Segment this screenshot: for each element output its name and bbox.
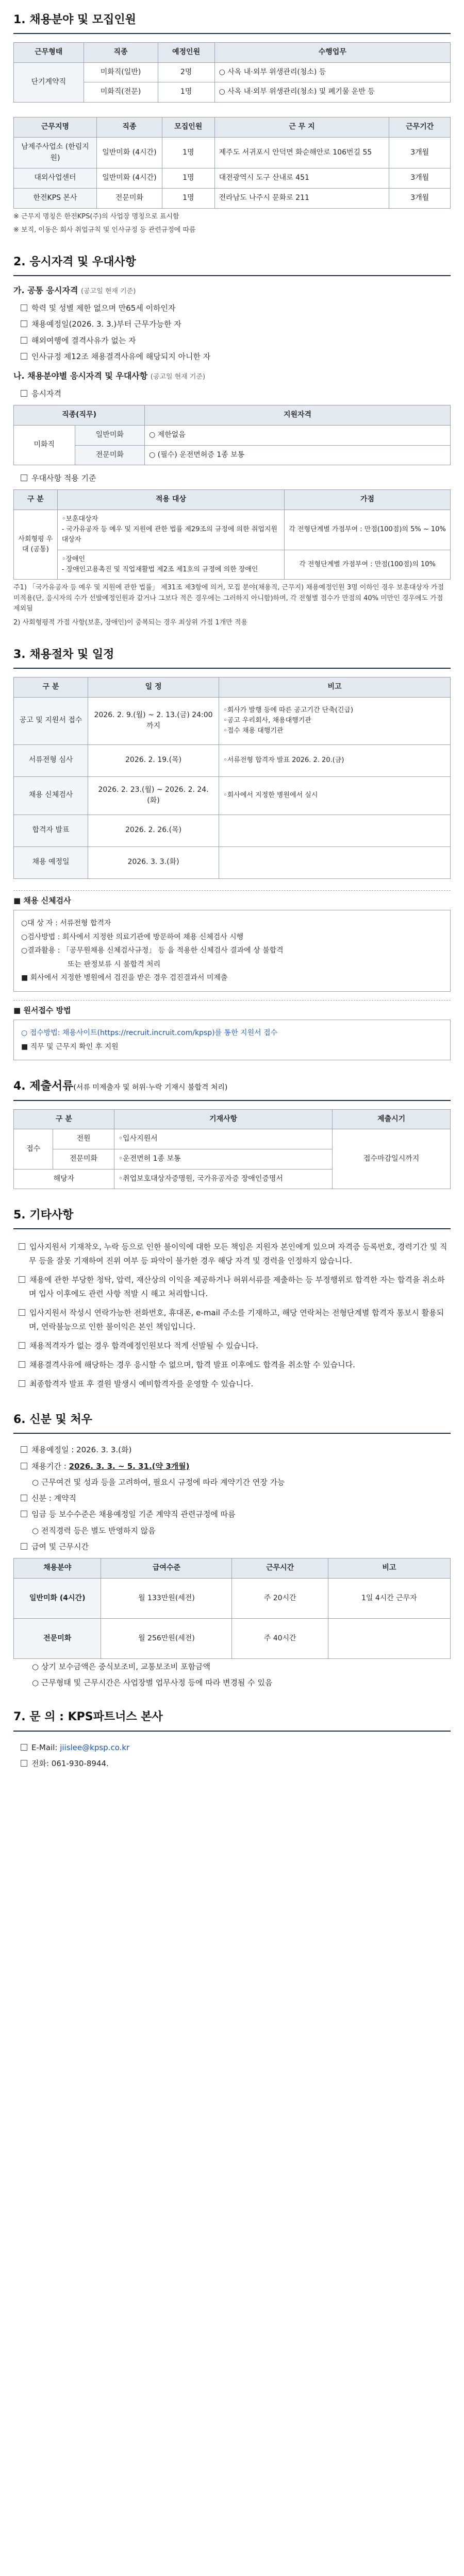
checkbox-icon <box>21 1446 27 1453</box>
remark <box>328 1618 450 1658</box>
period: 3개월 <box>389 188 451 208</box>
etc-item <box>13 1303 451 1336</box>
bonus-points: 각 전형단계별 가점부여 : 만점(100점)의 10% <box>285 550 451 579</box>
bonus-points: 각 전형단계별 가점부여 : 만점(100점)의 5% ~ 10% <box>285 510 451 550</box>
table-header: 채용분야 <box>14 1558 101 1579</box>
qualification-text: 학력 및 성별 제한 없으며 만65세 이하인자 <box>31 303 176 313</box>
job-type: 미화직(일반) <box>84 62 158 82</box>
pay: 월 133만원(세전) <box>101 1578 232 1618</box>
headcount: 1명 <box>162 137 214 168</box>
table-header: 모집인원 <box>162 117 214 138</box>
table-header: 예정인원 <box>158 43 214 63</box>
table-header: 직종(직무) <box>14 405 145 426</box>
headcount: 1명 <box>162 168 214 189</box>
table-header: 구 분 <box>14 1109 114 1129</box>
table-header: 급여수준 <box>101 1558 232 1579</box>
job-type: 일반미화 (4시간) <box>14 1578 101 1618</box>
qualification-item <box>13 470 451 486</box>
table-header: 근무시간 <box>232 1558 328 1579</box>
table-row <box>14 137 451 168</box>
table-header: 직종 <box>96 117 162 138</box>
section-qualifications <box>13 253 451 629</box>
remark: 1일 4시간 근무자 <box>328 1578 450 1618</box>
condition-item <box>13 1506 451 1522</box>
headcount: 2명 <box>158 62 214 82</box>
subsection-label: 나. 채용분야별 응시자격 및 우대사항 <box>13 371 148 381</box>
condition-text: 임금 등 보수수준은 채용예정일 기준 계약직 관련규정에 따름 <box>31 1510 236 1519</box>
checkbox-icon <box>21 1495 27 1501</box>
date: 2026. 2. 23.(월) ~ 2026. 2. 24.(화) <box>88 776 219 815</box>
section-etc <box>13 1207 451 1394</box>
date: 2026. 2. 19.(목) <box>88 744 219 776</box>
table-header: 제출시기 <box>333 1109 451 1129</box>
etc-text: 채용적격자가 없는 경우 합격예정인원보다 적게 선발될 수 있습니다. <box>29 1341 258 1351</box>
contract-period: 2026. 3. 3. ~ 5. 31.(약 3개월) <box>69 1461 190 1471</box>
exam-line: ○대 상 자 : 서류전형 합격자 <box>21 919 111 928</box>
table-row <box>14 776 451 815</box>
table-row <box>14 425 451 445</box>
table-header: 지원자격 <box>145 405 451 426</box>
etc-text: 채용에 관한 부당한 청탁, 압력, 재산상의 이익을 제공하거나 허위서류를 제출하는 등 부정행위로 합격한 자는 합격을 취소하며 입사 이후에도 관련 사항 적발 시 해고 처리합니다. <box>29 1275 445 1299</box>
duty: ○ 사옥 내·외부 위생관리(청소) 및 폐기물 운반 등 <box>214 82 450 103</box>
checkbox-icon <box>19 1276 25 1283</box>
preference-target: ◦장애인 - 장애인고용촉진 및 직업재활법 제2조 제1호의 규정에 의한 장애인 <box>57 550 284 579</box>
qualification-text: 채용예정일(2026. 3. 3.)부터 근무가능한 자 <box>31 319 181 329</box>
exam-line: ○검사방법 : 회사에서 지정한 의료기관에 방문하여 채용 신체검사 시행 <box>21 933 244 941</box>
note: ※ 보직, 이동은 회사 취업규칙 및 인사규정 등 관련규정에 따름 <box>13 226 196 234</box>
subsection-title <box>13 370 451 383</box>
section-documents <box>13 1078 451 1189</box>
duty: ○ 사옥 내·외부 위생관리(청소) 등 <box>214 62 450 82</box>
qualification-item <box>13 386 451 402</box>
section-title: 2. 응시자격 및 우대사항 <box>13 253 451 276</box>
doc-target: 전원 <box>53 1129 114 1149</box>
hours: 주 20시간 <box>232 1578 328 1618</box>
section-title: 1. 채용분야 및 모집인원 <box>13 11 451 34</box>
headcount: 1명 <box>158 82 214 103</box>
checkbox-icon <box>21 1511 27 1517</box>
table-row <box>14 168 451 189</box>
site-name: 대외사업센터 <box>14 168 97 189</box>
date: 2026. 2. 26.(목) <box>88 815 219 846</box>
etc-item <box>13 1238 451 1270</box>
table-header: 비고 <box>219 677 451 698</box>
checkbox-icon <box>21 337 27 344</box>
remark <box>219 846 451 878</box>
subsection-note: (공고일 현재 기준) <box>81 287 136 296</box>
qualification-item <box>13 349 451 365</box>
table-row <box>14 188 451 208</box>
exam-line: ○결과활용 : 「공무원채용 신체검사규정」 등 을 적용한 신체검사 결과에 상 불합격 <box>21 946 284 955</box>
section-positions <box>13 11 451 236</box>
section-title: 7. 문 의 : KPS파트너스 본사 <box>13 1708 451 1731</box>
remark: ◦회사가 발행 등에 따른 공고기간 단축(긴급) ◦공고 우리회사, 채용대행기관 ◦접수 채용 대행기관 <box>219 697 451 744</box>
remark <box>219 815 451 846</box>
apply-line: ■ 직무 및 근무지 확인 후 지원 <box>21 1042 119 1051</box>
apply-box <box>13 1020 451 1060</box>
exam-title: ■ 채용 신체검사 <box>13 895 71 905</box>
address: 대전광역시 도구 산내로 451 <box>214 168 389 189</box>
site-name: 한전KPS 본사 <box>14 188 97 208</box>
condition-text: 급여 및 근무시간 <box>31 1541 89 1551</box>
table-row <box>14 1129 451 1149</box>
stage: 채용 예정일 <box>14 846 88 878</box>
job-type: 미화직(전문) <box>84 82 158 103</box>
qualification-item <box>13 316 451 332</box>
stage: 공고 및 지원서 접수 <box>14 697 88 744</box>
condition-item <box>13 1539 451 1555</box>
preference-group: 사회형평 우대 (공통) <box>14 510 58 580</box>
checkbox-icon <box>21 304 27 311</box>
section-contact <box>13 1708 451 1772</box>
table-row <box>14 697 451 744</box>
table-row <box>14 1578 451 1618</box>
note: 2) 사회형평적 가점 사항(보훈, 장애인)이 중복되는 경우 최상위 가점 1개만 적용 <box>13 619 247 627</box>
period: 3개월 <box>389 168 451 189</box>
job-group: 미화직 <box>14 425 75 465</box>
job-type: 전문미화 <box>96 188 162 208</box>
preference-target: ◦보훈대상자 - 국가유공자 등 예우 및 지원에 관한 법률 제29조의 규정에 의한 취업지원대상자 <box>57 510 284 550</box>
section-title <box>13 1078 451 1100</box>
requirements-table <box>13 405 451 465</box>
table-header: 근무형태 <box>14 43 84 63</box>
table-row <box>14 510 451 550</box>
preference-table <box>13 489 451 579</box>
section-title: 5. 기타사항 <box>13 1207 451 1229</box>
condition-sub: ○ 근무형태 및 근무시간은 사업장별 업무사정 등에 따라 변경될 수 있음 <box>32 1678 273 1688</box>
worksite-table <box>13 117 451 208</box>
email-link[interactable]: jiislee@kpsp.co.kr <box>60 1742 130 1752</box>
checkbox-icon <box>21 1463 27 1469</box>
checkbox-icon <box>21 390 27 397</box>
table-header: 근 무 지 <box>214 117 389 138</box>
email-label: E-Mail: <box>31 1742 60 1752</box>
etc-text: 입사지원서 작성시 연락가능한 전화번호, 휴대폰, e-mail 주소를 기재하고, 해당 연락처는 전형단계별 합격자 통보시 활용되며, 연락불능으로 인한 불이익은 본인 책임입니다. <box>29 1308 444 1332</box>
section-title-note: (서류 미제출자 및 허위·누락 기재시 불합격 처리) <box>73 1083 228 1092</box>
qualification-text: 인사규정 제12조 채용결격사유에 해당되지 아니한 자 <box>31 351 211 361</box>
job-type: 일반미화 (4시간) <box>96 137 162 168</box>
checkbox-icon <box>19 1361 25 1368</box>
note: 주1) 「국가유공자 등 예우 및 지원에 관한 법률」 제31조 제3항에 의거, 모집 분야(채용직, 근무지) 채용예정인원 3명 이하인 경우 보훈대상자 가점 미적용(단, 응시자의 수가 선발예정인원과 같거나 그보다 적은 경우에는 그러하지 아니함)하며, 각 전형별 점수가 만점의 40% 미만인 경우에도 가점 제외됨 <box>13 583 444 613</box>
contact-phone <box>13 1756 451 1772</box>
address: 제주도 서귀포시 안덕면 화순해안로 106번길 55 <box>214 137 389 168</box>
qualification-text: 우대사항 적용 기준 <box>31 473 96 483</box>
subsection-title <box>13 284 451 297</box>
qualification-item <box>13 300 451 316</box>
table-header: 적용 대상 <box>57 490 284 510</box>
qualification-item <box>13 333 451 349</box>
section-conditions <box>13 1411 451 1691</box>
note: ※ 근무지 명칭은 한전KPS(주)의 사업장 명칭으로 표시함 <box>13 212 179 221</box>
table-row <box>14 62 451 82</box>
headcount: 1명 <box>162 188 214 208</box>
remark: ◦서류전형 합격자 발표 2026. 2. 20.(금) <box>219 744 451 776</box>
etc-item <box>13 1270 451 1303</box>
doc-target: 전문미화 <box>53 1149 114 1169</box>
job-type: 일반미화 (4시간) <box>96 168 162 189</box>
contact-email <box>13 1740 451 1756</box>
remark: ◦회사에서 지정한 병원에서 실시 <box>219 776 451 815</box>
table-header: 구 분 <box>14 490 58 510</box>
checkbox-icon <box>21 474 27 481</box>
checkbox-icon <box>21 1543 27 1550</box>
table-row <box>14 1618 451 1658</box>
table-row <box>14 445 451 465</box>
doc-deadline: 접수마감일시까지 <box>333 1129 451 1189</box>
job-type: 전문미화 <box>14 1618 101 1658</box>
doc-item: ◦운전면허 1종 보통 <box>114 1149 333 1169</box>
table-header: 직종 <box>84 43 158 63</box>
table-header: 구 분 <box>14 677 88 698</box>
condition-item <box>13 1442 451 1458</box>
doc-item: ◦입사지원서 <box>114 1129 333 1149</box>
table-header: 수행업무 <box>214 43 450 63</box>
exam-box <box>13 910 451 992</box>
employment-type: 단기계약직 <box>14 62 84 102</box>
etc-text: 입사지원서 기재착오, 누락 등으로 인한 불이익에 대한 모든 책임은 지원자 본인에게 있으며 자격증 등록번호, 경력기간 및 직무 등을 잘못 기재하여 진위 여부 등 파악이 불가한 경우 해당 자격 및 경력을 인정하지 않습니다. <box>29 1242 448 1266</box>
site-name: 남제주사업소 (한림지원) <box>14 137 97 168</box>
doc-group: 접수 <box>14 1129 53 1169</box>
checkbox-icon <box>19 1309 25 1316</box>
date: 2026. 2. 9.(월) ~ 2. 13.(금) 24:00까지 <box>88 697 219 744</box>
condition-sub: ○ 근무여건 및 성과 등을 고려하여, 필요시 규정에 따라 계약기간 연장 가능 <box>32 1477 285 1487</box>
section-title: 3. 채용절차 및 일정 <box>13 646 451 669</box>
checkbox-icon <box>19 1342 25 1349</box>
checkbox-icon <box>19 1243 25 1250</box>
period: 3개월 <box>389 137 451 168</box>
table-row <box>14 550 451 579</box>
condition-text: 채용예정일 : 2026. 3. 3.(화) <box>31 1445 132 1455</box>
exam-line: ■ 회사에서 지정한 병원에서 검진을 받은 경우 검진결과서 미제출 <box>21 974 228 982</box>
schedule-table <box>13 677 451 879</box>
job-type: 일반미화 <box>75 425 145 445</box>
doc-item: ◦취업보호대상자증명원, 국가유공자증 장애인증명서 <box>114 1169 333 1189</box>
checkbox-icon <box>21 353 27 360</box>
subsection-label: 가. 공통 응시자격 <box>13 285 78 296</box>
documents-table <box>13 1109 451 1190</box>
condition-sub: ○ 상기 보수금액은 중식보조비, 교통보조비 포함금액 <box>32 1662 210 1671</box>
section-title: 6. 신분 및 처우 <box>13 1411 451 1434</box>
checkbox-icon <box>21 320 27 327</box>
table-row <box>14 815 451 846</box>
table-header: 근무지명 <box>14 117 97 138</box>
table-header: 근무기간 <box>389 117 451 138</box>
table-row <box>14 744 451 776</box>
etc-text: 채용결격사유에 해당하는 경우 응시할 수 없으며, 합격 발표 이후에도 합격을 취소할 수 있습니다. <box>29 1360 355 1370</box>
condition-text: 신분 : 계약직 <box>31 1494 77 1503</box>
stage: 서류전형 심사 <box>14 744 88 776</box>
apply-title: ■ 원서접수 방법 <box>13 1006 71 1015</box>
pay: 월 256만원(세전) <box>101 1618 232 1658</box>
job-type: 전문미화 <box>75 445 145 465</box>
etc-item <box>13 1336 451 1355</box>
table-header: 비고 <box>328 1558 450 1579</box>
condition-sub: ○ 전직경력 등은 별도 반영하지 않음 <box>32 1526 156 1535</box>
qualification-text: 응시자격 <box>31 388 61 398</box>
doc-target: 해당자 <box>14 1169 114 1189</box>
pay-table <box>13 1558 451 1659</box>
checkbox-icon <box>21 1760 27 1767</box>
etc-item <box>13 1375 451 1394</box>
section-title-text: 4. 제출서류 <box>13 1080 74 1093</box>
etc-text: 최종합격자 발표 후 결원 발생시 예비합격자를 운영할 수 있습니다. <box>29 1379 254 1389</box>
hours: 주 40시간 <box>232 1618 328 1658</box>
exam-line: 또는 판정보류 시 불합격 처리 <box>68 960 161 969</box>
etc-item <box>13 1355 451 1375</box>
address: 전라남도 나주시 문화로 211 <box>214 188 389 208</box>
stage: 합격자 발표 <box>14 815 88 846</box>
subsection-note: (공고일 현재 기준) <box>150 373 206 381</box>
condition-item <box>13 1490 451 1506</box>
requirement: ○ (필수) 운전면허증 1종 보통 <box>145 445 451 465</box>
stage: 채용 신체검사 <box>14 776 88 815</box>
requirement: ○ 제한없음 <box>145 425 451 445</box>
phone-text: 전화: 061-930-8944. <box>31 1758 109 1768</box>
condition-text: 채용기간 : <box>31 1461 69 1471</box>
section-schedule <box>13 646 451 1060</box>
condition-item <box>13 1459 451 1475</box>
table-header: 일 정 <box>88 677 219 698</box>
table-row <box>14 846 451 878</box>
positions-table <box>13 42 451 103</box>
qualification-text: 해외여행에 결격사유가 없는 자 <box>31 335 136 345</box>
checkbox-icon <box>19 1380 25 1387</box>
table-header: 기재사항 <box>114 1109 333 1129</box>
apply-link[interactable]: ○ 접수방법: 채용사이트(https://recruit.incruit.com/kpsp)를 통한 지원서 접수 <box>21 1029 278 1038</box>
table-header: 가점 <box>285 490 451 510</box>
checkbox-icon <box>21 1744 27 1751</box>
date: 2026. 3. 3.(화) <box>88 846 219 878</box>
